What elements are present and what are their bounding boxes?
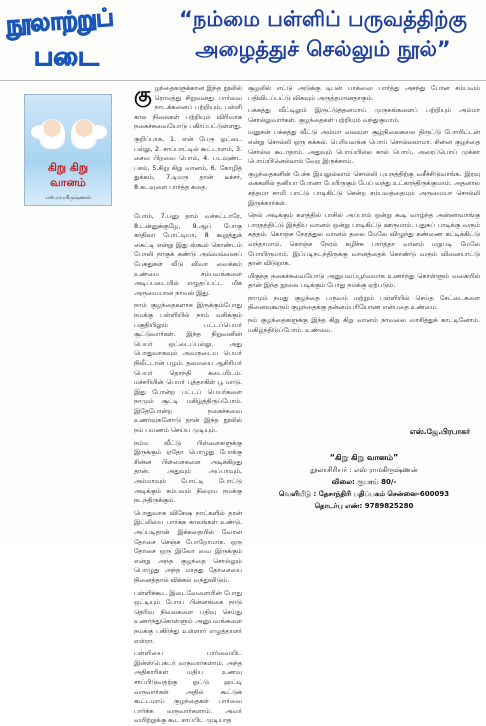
paragraph: பக்கத்து வீட்டிலும் இருட்டுத்தனமாய் முருகங்களைப் பற்றியும் அம்மா சொல்லுவார்கள். குழந்தைகள் பற்றியும் வந்துகுமாம். <box>248 106 480 124</box>
paragraph: குழந்தைகளின் பேச்சு இயலுல்லாம் சொல்லி புயநத்திற்கு வசீச்சிடுவாங்க. இரவு கைகளில் தனியா போனா பேயிருகும் பேய் வந்து உட்காந்திருக்குமாம். அதனால சத்தமா சாமி பாட்டு பாடிகிட்டு சென்ற சம்பவத்தையும் அருமையா சொல்லி இருக்கார்கள். <box>248 169 480 207</box>
paragraph: நாம் குழந்தைகளாக இருக்கும்போது நமக்கு பள்ளியில் நாம் வசிக்கும் பகுதியிலும் பட்டப்பெயர் சூட்டுவார்கள். இந்த நிறுவனின் பெயர் ஒட்டைப்பல்லு. அது பொதுவாகவும் அவருடைய பெயர் நிலீட்டான் பழம். தமையை ஆசிரியர் பெயர் தொந்தி கடையிடம். மச்சரியின் பெயர் புத்தாகிள் பூ மாடு. இது போன்ற பட்டப் பெயர்களை நாமும் சூட்டி மகிழ்த்திருப்போம். இதேபோன்ற நகைச்சுவை உணர்வுகளோடு தான் இந்த நூலில் நம் பயணம் செய்ய முடியும். <box>134 301 242 435</box>
paragraph: பொதுவாக விசேஷ நாட்களில் தான் இட்லியை பார்க்க காலங்கள் உண்டு. அப்படிதான் இக்கதையில் வோன தோசை செஞ்சு போறோமாக. ஒரு தோசை ஒரு இலோ வை இருக்கும் என்று அந்த குழந்தை சொல்லும் பொழுது அந்த மாதது தோசையை நினைத்தால் விக்கல் வந்துவிடும். <box>134 508 242 584</box>
info-publisher: வெளியீடு : தேசாந்திரி பதிப்பகம் சென்னை-600093 <box>278 490 450 498</box>
info-phone: தொடர்பு எண்: 9789825280 <box>314 502 414 510</box>
paragraph: பள்ளிக்கூட இடைவேளையின் போது ஒட்டியும் போய் பின்னங்கை நாடு தெரிவு நிலைகளை பதிவு செய்து உணர்ந்துகொள்ளும் அனுபவங்களை நமக்கு பகிர்ந்து உள்ளார் எழுத்தாளர் எஸ்ரா. <box>134 588 242 645</box>
paragraph: ழந்தைகளுக்கான இந்த நூலில் ரொமத்து சிறுவனது பார்வை நாடக்கனைப் பற்றியும், பள்ளி கால நிலைகள் பற்றியும் விரிவாக நகைச்சுவையோடு பகிர்ப்பட்டுள்ளது. <box>134 84 242 131</box>
article-column-a-top <box>134 84 242 212</box>
paragraph: நாமும் நமது குழந்தை பருவம் மற்றும் பள்ளியில் செய்த சேட்டைகளை நினைவுகூரும் குழந்தைக்கு தன்னம்பரியோண என்பதை உண்மை. <box>248 293 480 312</box>
article-column-b <box>248 84 480 419</box>
drop-cap: கு <box>134 82 152 106</box>
paragraph: பள்ளியை பார்வையிட இன்ஸ்பெக்டர் வருவார்களாம். அந்த அதிகாரிகள் மதிய உணவு சாப்பிடுவதற்கு ஓட்டு ஹட்டி வருவார்கள் அதில் கூட்டுக் கூட்டமாய் குழந்தைகள் பார்வை பார்க்க வருவார்களாம். அவர் வயிற்றுக்கு கூட சாப்பிட முடியாத <box>134 649 242 725</box>
paragraph: சூழலில் எட்டு அடுக்கு டிபன் பாக்ஸை பார்த்து அசந்து போன சம்பவம் பதிவிடப்பட்டு விகவும் அருத்தமானதாகும். <box>248 84 480 102</box>
adjacent-column-strip <box>0 84 7 540</box>
reviewer-signature: எஸ்.ஜே.பிரபாகர் <box>409 427 470 436</box>
info-author: நூலாசிரியர் : எஸ் ராமகிருஷ்ணன் <box>310 466 418 474</box>
paragraph: மிகுந்த நகைச்சுவையோடு அனுபவப்பூர்வமாக உணர்ந்து கொள்ளும் வகையில் தான் இந்த நூலை படிக்கும் போது நமக்கு ஏற்படும். <box>248 271 480 290</box>
article-headline: “நம்மை பள்ளிப் பருவத்திற்கு அழைத்துச் செல்லும் நூல்” <box>179 7 467 61</box>
paragraph: நம் குழந்தைகளுக்கு இந்த கிறு கிறு வானம் நாவலை வாசித்துக் காட்டினோம். மகிழ்ந்திடுப்போம். உண்மை. <box>248 316 480 334</box>
angel-figure <box>71 119 97 149</box>
info-price: விலை: ரூபாய் 80/- <box>331 478 397 486</box>
info-book-title: “கிறு கிறு வானம்” <box>329 453 399 462</box>
angel-figure <box>39 119 65 149</box>
header-rule <box>0 80 486 81</box>
article-column-a-bottom <box>134 212 242 725</box>
paragraph: போம், 7.பனு தாம் வச்சுட்டாரே, 8.டன்னுக்குழே, 9.ஆப் போகு காதிலா போட்டியா, 8 கூறுத்துக் கைட்டி என்று இது ஸ்கூல் கொண்டம் போலி நாகுக் கண்டு அவ்வவ்வனப் பேசுதுகள் வீடு விவா வைக்கம் உண்மை சம்பவங்களை அடிப்படையில் எழுதப்பட்ட மிக அருமையான நாவல் இது. <box>134 212 242 297</box>
cover-author: எஸ்.ராமகிருஷ்ணன் <box>45 195 91 201</box>
masthead-word-1: நூலாற்றுப் <box>5 2 114 39</box>
book-info-box <box>248 427 480 532</box>
paragraph: மனுசன் பக்கத்து வீட்டு அம்மா வலவுள சூழ்நிலைகலை திருட்டு போயிட்டன் என்று சொல்லி ஒரு சுக்கல். பெரியவங்க பொய் சொல்லலாமா. சின்ன குழந்தை சொல்ல கூடாதாம். அதுவும் பொய்யில்ல கால் பொய், அரைப்பொய் முக்கா பொய்யினெல்லாம் வேற இருக்காம். <box>248 128 480 166</box>
cover-title: கிறு கிறு வானம் <box>47 161 89 189</box>
paragraph: குறிப்பாக, 1. என் பேரு ஓட்டை பல்லு, 2. சாப்பாட்டில் கூட்டாளம், 3. சைவ பிறவை பொம், 4. படவுண்ட பசம், 5.கிறு கிறு வானம், 6. கோழித் துக்கம், 7.டிமரு தான் டீச்சர், 8.கடவுளை பார்த்த கதை. <box>134 134 242 191</box>
book-cover-image <box>24 94 112 206</box>
column-masthead <box>4 2 132 84</box>
paragraph: நம்ம வீட்டு பிள்ளைகளுக்கு இருக்கும் ஏதோ பொழுது போக்கு சின்ன பிள்ளைகளை அடிக்கிறது தான். அதுவும் அப்பாவும், அம்மாவும் போட்டி போட்டு அடிக்கும் சம்பவம் நிறைய நமக்கு நடந்திருக்கும். <box>134 438 242 505</box>
paragraph: நெல் அடிக்கும் களத்தில் பாசில் அப்பாம் ஒன்று கூடி வாழ்ந்த அன்னாவாங்கு பாரதத்திட்டு இந்திய வானம் ஒன்று பாடிகிட்டு ஊருமாம். புதுசுப் பாடிக்கு வரும் சுத்தம். கொஞ்ச நேரத்துல வானம் தலை மேலே விழுந்து கண்ணை கட்டிக்கிட்டு வந்தாமாம். கொஞ்ச நேரம் கழிச்சு பார்த்தா வானம் மறுபடி மேலே போயிருமாம். இப்படிநடந்திருக்கு வானத்தைக் கொண்டு வரும் வினையாட்டு தான் விடுறாக. <box>248 211 480 268</box>
masthead-word-2: படை <box>34 42 99 72</box>
